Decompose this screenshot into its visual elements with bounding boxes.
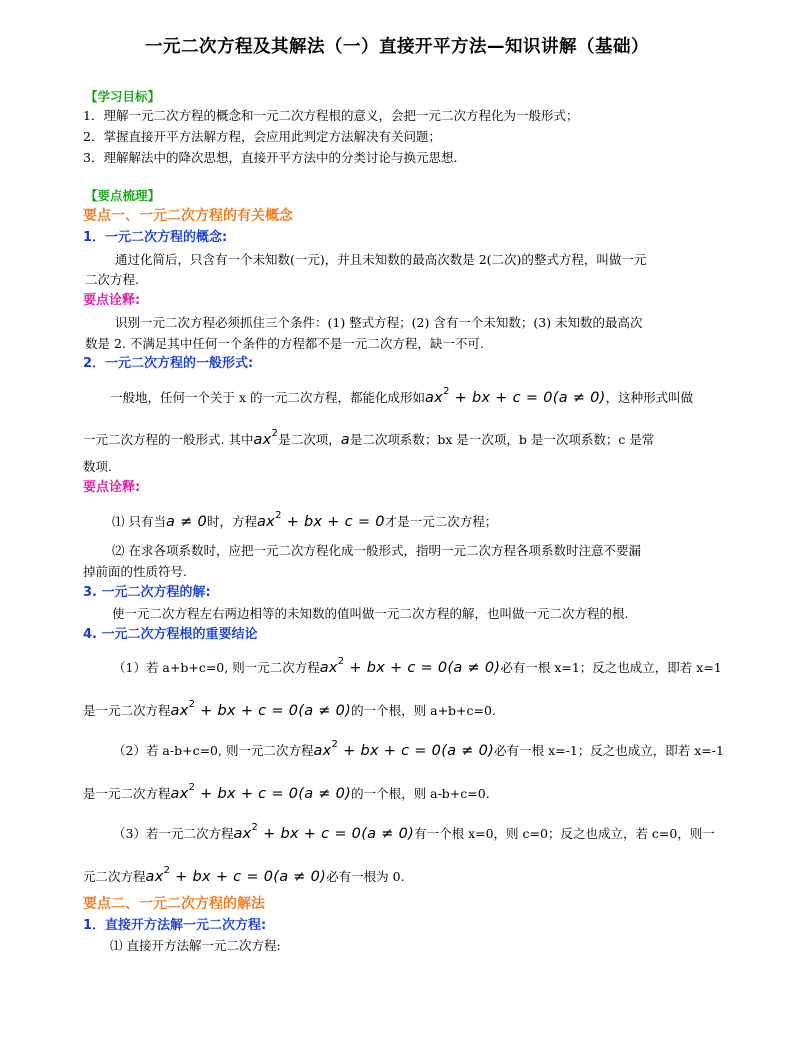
conclusion-2-text-c: 是一元二次方程 [83, 785, 171, 801]
objective-item-1: 1．理解一元二次方程的概念和一元二次方程根的意义，会把一元二次方程化为一般形式； [83, 108, 579, 123]
conclusion-2-text-d: 的一个根，则 a-b+c=0. [351, 785, 490, 801]
conclusion-2-line-2 [83, 780, 490, 804]
condition-a-not-zero: a ≠ 0 [165, 513, 207, 530]
equation-general-form: $ax^2$ + bx + c = 0(a ≠ 0) [170, 699, 352, 719]
review-heading: 【要点梳理】 [85, 188, 161, 203]
general-form-text-e: 是二次项系数；bx 是一次项，b 是一次项系数；c 是常 [349, 431, 655, 447]
quadratic-term: $ax^2$ [253, 428, 279, 448]
conclusion-1-text-c: 是一元二次方程 [83, 702, 171, 718]
concept-heading: 1．一元二次方程的概念: [83, 230, 228, 245]
equation-general-form: $ax^2$ + bx + c = 0(a ≠ 0) [319, 656, 501, 676]
coefficient-a: a [340, 431, 350, 448]
note2-heading: 要点诠释: [83, 480, 141, 495]
general-form-text-b: ，这种形式叫做 [605, 389, 694, 405]
page-title: 一元二次方程及其解法（一）直接开平方法—知识讲解（基础） [145, 37, 649, 57]
general-form-line-1 [110, 384, 693, 408]
note2-item-1 [112, 508, 497, 532]
conclusion-2-text-b: 必有一根 x=-1；反之也成立，即若 x=-1 [494, 742, 724, 758]
note2-text-a: ⑴ 只有当 [112, 513, 166, 529]
general-form-text-a: 一般地，任何一个关于 x 的一元二次方程，都能化成形如 [110, 389, 425, 405]
concept-line-2: 二次方程. [85, 272, 139, 287]
section1-heading: 要点一、一元二次方程的有关概念 [83, 208, 293, 224]
objectives-heading: 【学习目标】 [85, 89, 161, 104]
note1-heading: 要点诠释: [83, 293, 141, 308]
note1-line-1: 识别一元二次方程必须抓住三个条件：(1) 整式方程；(2) 含有一个未知数；(3) 未知数的最高次 [115, 315, 643, 330]
objective-item-3: 3．理解解法中的降次思想，直接开平方法中的分类讨论与换元思想. [83, 150, 458, 165]
equation-general-form: $ax^2$ + bx + c = 0(a ≠ 0) [425, 386, 606, 406]
note2-text-c: 才是一元二次方程； [384, 513, 498, 529]
general-form-heading: 2．一元二次方程的一般形式: [83, 356, 254, 371]
conclusion-3-line-2 [83, 863, 405, 887]
conclusion-3-text-a: （3）若一元二次方程 [113, 825, 234, 841]
general-form-line-3: 数项. [83, 459, 112, 474]
conclusion-2-line-1 [113, 737, 724, 761]
conclusion-3-text-d: 必有一根为 0. [326, 868, 405, 884]
general-form-text-d: 是二次项， [278, 431, 341, 447]
conclusion-3-text-b: 有一个根 x=0，则 c=0；反之也成立，若 c=0，则一 [414, 825, 715, 841]
conclusion-1-line-2 [83, 697, 496, 721]
section2-heading: 要点二、一元二次方程的解法 [83, 896, 265, 912]
concept-line-1: 通过化简后，只含有一个未知数(一元)，并且未知数的最高次数是 2(二次)的整式方程，叫做一元 [115, 252, 647, 267]
equation-general-form: $ax^2$ + bx + c = 0(a ≠ 0) [233, 822, 415, 842]
equation-general-form: $ax^2$ + bx + c = 0(a ≠ 0) [313, 739, 495, 759]
note2-text-b: 时，方程 [206, 513, 257, 529]
conclusion-3-text-c: 元二次方程 [83, 868, 146, 884]
general-form-line-2 [83, 426, 654, 450]
note2-item-2-line-1: ⑵ 在求各项系数时，应把一元二次方程化成一般形式，指明一元二次方程各项系数时注意不要漏 [112, 543, 641, 558]
conclusion-1-text-b: 必有一根 x=1；反之也成立，即若 x=1 [500, 659, 722, 675]
conclusions-heading: 4. 一元二次方程根的重要结论 [83, 627, 258, 642]
section2-sub-heading: 1．直接开方法解一元二次方程: [83, 918, 267, 933]
solution-line-1: 使一元二次方程左右两边相等的未知数的值叫做一元二次方程的解，也叫做一元二次方程的根. [112, 606, 629, 621]
solution-heading: 3. 一元二次方程的解: [83, 585, 211, 600]
conclusion-3-line-1 [113, 820, 715, 844]
objective-item-2: 2．掌握直接开平方法解方程，会应用此判定方法解决有关问题； [83, 129, 441, 144]
section2-item-1: ⑴ 直接开方法解一元二次方程: [110, 938, 281, 953]
conclusion-1-line-1 [113, 654, 722, 678]
conclusion-1-text-d: 的一个根，则 a+b+c=0. [351, 702, 496, 718]
conclusion-1-text-a: （1）若 a+b+c=0, 则一元二次方程 [113, 659, 320, 675]
equation-plain: $ax^2$ + bx + c = 0 [256, 510, 385, 530]
equation-general-form: $ax^2$ + bx + c = 0(a ≠ 0) [145, 865, 327, 885]
note2-item-2-line-2: 掉前面的性质符号. [83, 564, 187, 579]
general-form-text-c: 一元二次方程的一般形式. 其中 [83, 431, 254, 447]
equation-general-form: $ax^2$ + bx + c = 0(a ≠ 0) [170, 782, 352, 802]
note1-line-2: 数是 2. 不满足其中任何一个条件的方程都不是一元二次方程，缺一不可. [85, 336, 484, 351]
conclusion-2-text-a: （2）若 a-b+c=0, 则一元二次方程 [113, 742, 314, 758]
